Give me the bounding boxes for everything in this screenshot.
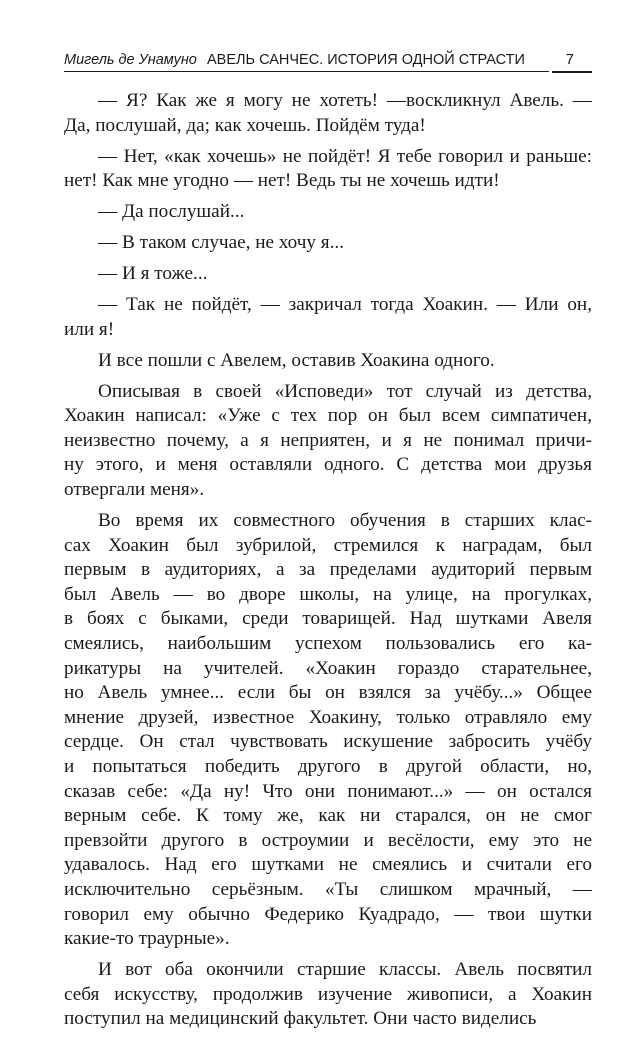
paragraph bbox=[64, 293, 592, 342]
running-header bbox=[64, 48, 592, 72]
text-line: исключительно серьёзным. «Ты слишком мрачный, — bbox=[64, 878, 592, 900]
text-line: первым в аудиториях, а за пределами аудиторий первым bbox=[64, 559, 592, 581]
text-line: рикатуры на учителей. «Хоакин гораздо старательнее, bbox=[64, 657, 592, 679]
text-line: — Нет, «как хочешь» не пойдёт! Я тебе говорил и раньше: bbox=[98, 145, 592, 167]
body-text bbox=[64, 89, 592, 1038]
text-line: ну этого, и меня оставляли одного. С детства мои друзья bbox=[64, 454, 592, 476]
text-line: удавалось. Над его шутками не смеялись и считали его bbox=[64, 854, 592, 876]
text-line: Во время их совместного обучения в старших клас- bbox=[98, 510, 592, 532]
text-line: себя искусству, продолжив изучение живописи, а Хоакин bbox=[64, 983, 592, 1005]
text-line: нет! Как мне угодно — нет! Ведь ты не хочешь идти! bbox=[64, 170, 500, 192]
header-title: АВЕЛЬ САНЧЕС. ИСТОРИЯ ОДНОЙ СТРАСТИ bbox=[207, 52, 525, 68]
text-line: и попытаться победить другого в другой области, но, bbox=[64, 755, 592, 777]
text-line: — Так не пойдёт, — закричал тогда Хоакин. — Или он, bbox=[98, 294, 592, 316]
text-line: сказав себе: «Да ну! Что они понимают...» — он остался bbox=[64, 780, 592, 802]
text-line: — Я? Как же я могу не хотеть! —воскликнул Авель. — bbox=[98, 90, 592, 111]
text-line: отвергали меня». bbox=[64, 479, 205, 501]
paragraph bbox=[64, 349, 592, 374]
header-rule bbox=[64, 71, 549, 72]
text-line: мнение друзей, известное Хоакину, только отравляло ему bbox=[64, 706, 592, 728]
text-line: — Да послушай... bbox=[98, 201, 245, 223]
paragraph bbox=[64, 231, 592, 256]
text-line: но Авель умнее... если бы он взялся за учёбу...» Общее bbox=[64, 682, 592, 704]
page-number-rule bbox=[552, 71, 592, 73]
text-line: верным себе. К тому же, как ни старался, он не смог bbox=[64, 805, 592, 827]
text-line: — И я тоже... bbox=[98, 263, 208, 285]
text-line: говорил ему обычно Федерико Куадрадо, — твои шутки bbox=[64, 903, 592, 925]
text-line: Да, послушай, да; как хочешь. Пойдём туда! bbox=[64, 114, 426, 136]
text-line: какие-то траурные». bbox=[64, 928, 230, 950]
text-line: или я! bbox=[64, 318, 115, 340]
text-line: сах Хоакин был зубрилой, стремился к наградам, был bbox=[64, 534, 592, 556]
text-line: смеялись, наибольшим успехом пользовались его ка- bbox=[64, 633, 592, 654]
header-author: Мигель де Унамуно bbox=[64, 52, 197, 68]
text-line: превзойти другого в остроумии и весёлости, ему это не bbox=[64, 829, 592, 851]
text-line: был Авель — во дворе школы, на улице, на прогулках, bbox=[64, 583, 592, 605]
paragraph bbox=[64, 958, 592, 1032]
text-line: неизвестно почему, а я неприятен, и я не понимал причи- bbox=[64, 429, 592, 451]
page-number: 7 bbox=[565, 51, 574, 68]
paragraph bbox=[64, 200, 592, 225]
paragraph bbox=[64, 380, 592, 503]
text-line: Описывая в своей «Исповеди» тот случай из детства, bbox=[98, 380, 592, 402]
paragraph bbox=[64, 89, 592, 138]
text-line: поступил на медицинский факультет. Они часто виделись bbox=[64, 1008, 537, 1030]
text-line: И все пошли с Авелем, оставив Хоакина одного. bbox=[98, 349, 495, 371]
text-line: в боях с быками, среди товарищей. Над шутками Авеля bbox=[64, 608, 592, 630]
paragraph bbox=[64, 145, 592, 194]
text-line: — В таком случае, не хочу я... bbox=[98, 232, 344, 254]
text-line: сердце. Он стал чувствовать искушение забросить учёбу bbox=[64, 731, 592, 753]
paragraph bbox=[64, 262, 592, 287]
paragraph bbox=[64, 509, 592, 952]
text-line: Хоакин написал: «Уже с тех пор он был всем симпатичен, bbox=[64, 405, 592, 427]
text-line: И вот оба окончили старшие классы. Авель посвятил bbox=[98, 959, 592, 981]
